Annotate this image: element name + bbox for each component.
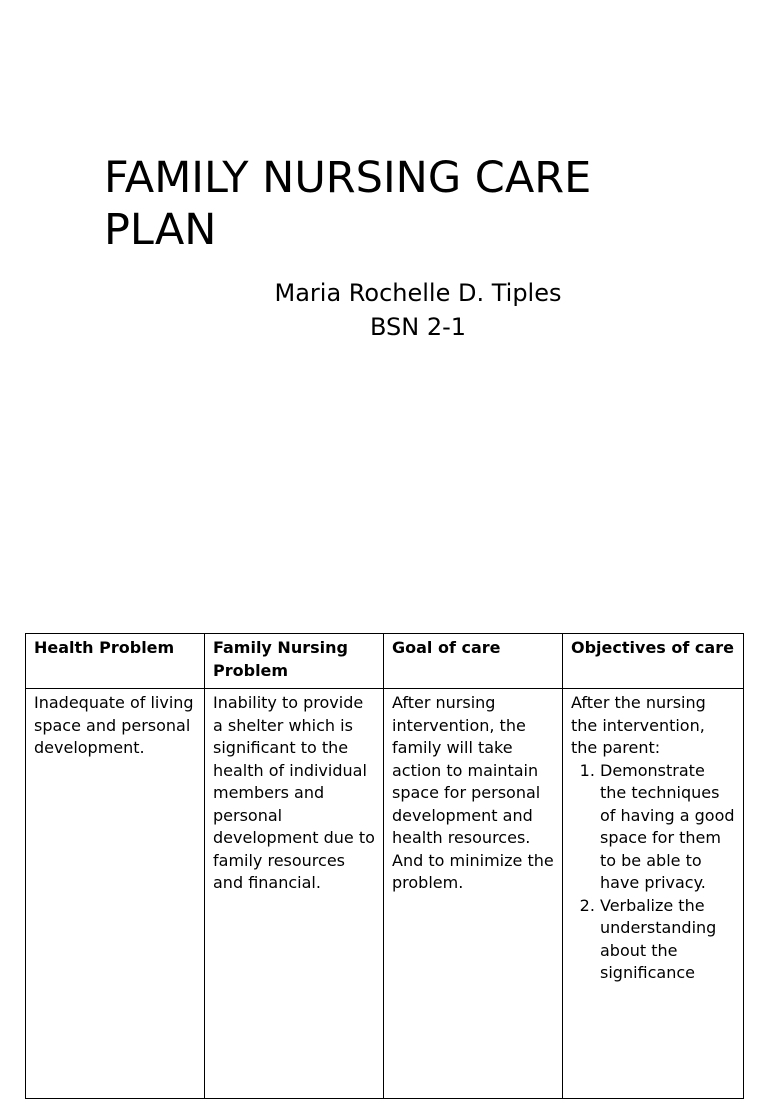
cell-family-nursing-problem: Inability to provide a shelter which is significant to the health of individual members and personal development due to family resources and financial. bbox=[205, 689, 384, 1099]
care-plan-table bbox=[25, 633, 744, 1099]
objectives-intro: After the nursing the intervention, the parent: bbox=[571, 693, 706, 757]
table-header-row bbox=[26, 634, 744, 689]
slide-title: FAMILY NURSING CARE PLAN bbox=[104, 153, 592, 255]
objectives-list bbox=[571, 760, 736, 985]
header-goal-of-care: Goal of care bbox=[384, 634, 563, 689]
section-label: BSN 2-1 bbox=[369, 313, 467, 341]
header-objectives-of-care: Objectives of care bbox=[563, 634, 744, 689]
header-health-problem: Health Problem bbox=[26, 634, 205, 689]
cell-objectives-of-care bbox=[563, 689, 744, 1099]
list-item: 1. Demonstrate the techniques of having a good space for them to be able to have privacy. bbox=[600, 760, 736, 895]
header-family-nursing-problem: Family Nursing Problem bbox=[205, 634, 384, 689]
list-item: 2. Verbalize the understanding about the significance bbox=[600, 895, 736, 985]
author-name: Maria Rochelle D. Tiples bbox=[274, 279, 562, 307]
table-row bbox=[26, 689, 744, 1099]
cell-health-problem: Inadequate of living space and personal development. bbox=[26, 689, 205, 1099]
cell-goal-of-care: After nursing intervention, the family will take action to maintain space for personal development and health resources. And to minimize the problem. bbox=[384, 689, 563, 1099]
subtitle-block bbox=[150, 276, 686, 344]
